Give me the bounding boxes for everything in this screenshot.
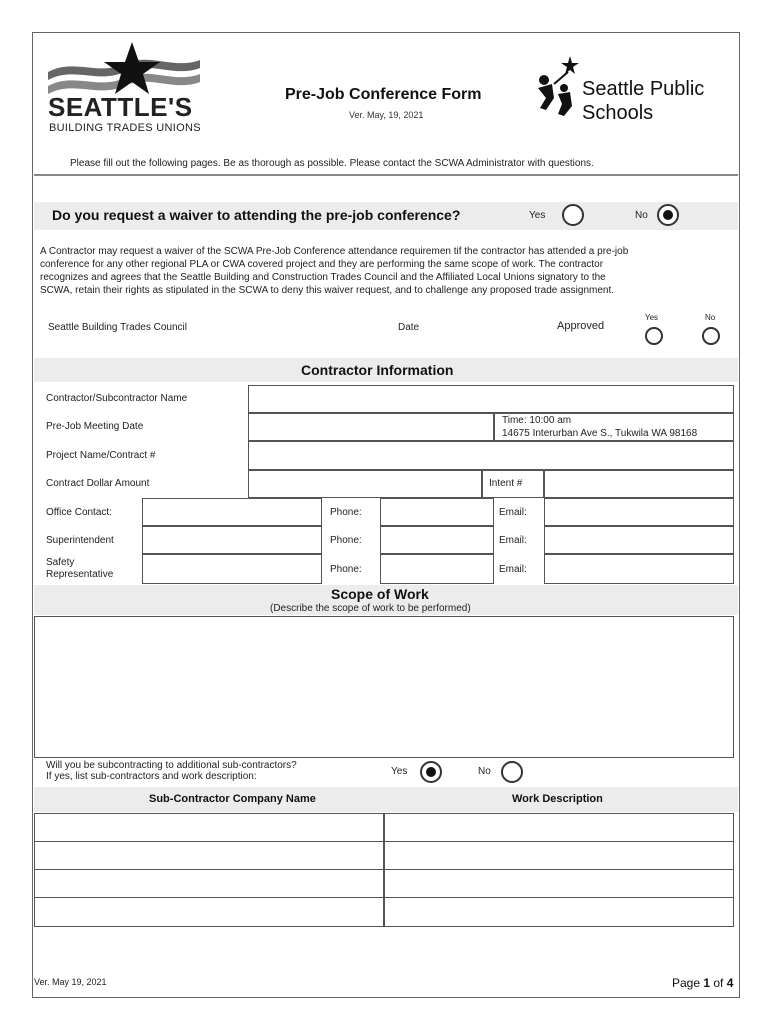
office-phone-field[interactable] [380,498,494,526]
contract-amount-label: Contract Dollar Amount [46,478,150,489]
scope-of-work-textarea[interactable] [34,616,734,758]
col-work-header: Work Description [512,793,603,805]
union-logo-graphic [44,40,204,100]
approved-yes-radio[interactable] [645,327,663,345]
superintendent-phone-field[interactable] [380,526,494,554]
safety-phone-label: Phone: [330,564,362,575]
col-company-header: Sub-Contractor Company Name [149,793,316,805]
scope-title: Scope of Work [331,586,429,602]
waiver-no-label: No [635,210,648,221]
safety-rep-field[interactable] [142,554,322,584]
waiver-paragraph-line: A Contractor may request a waiver of the SCWA Pre-Job Conference attendance requiremen tif the contractor has attended a pre-job [40,246,629,257]
page-current: 1 [703,976,711,990]
subcontractor-table-header [34,787,738,812]
page-of: of [710,976,727,990]
subcontractor-work-cell[interactable] [384,869,734,898]
meeting-date-label: Pre-Job Meeting Date [46,421,144,432]
subcontracting-no-label: No [478,766,491,777]
safety-phone-field[interactable] [380,554,494,584]
subcontracting-question: Will you be subcontracting to additional sub-contractors? [46,760,297,771]
office-phone-label: Phone: [330,507,362,518]
page-title: Pre-Job Conference Form [285,86,482,103]
council-date-label: Date [398,322,420,333]
waiver-question: Do you request a waiver to attending the pre-job conference? [52,207,461,223]
safety-rep-label: Safety Representative [46,557,114,580]
office-email-field[interactable] [544,498,734,526]
header-divider [34,174,738,176]
waiver-paragraph-line: recognizes and agrees that the Seattle Building and Construction Trades Council and the Affiliated Local Unions signatory to the [40,272,606,283]
project-name-label: Project Name/Contract # [46,450,156,461]
meeting-date-field[interactable] [248,413,494,441]
waiver-paragraph-line: conference for any other regional PLA or CWA covered project and they are performing the same scope of work. The contractor [40,259,604,270]
subcontractor-work-cell[interactable] [384,897,734,927]
page-prefix: Page [672,976,704,990]
subcontractor-work-cell[interactable] [384,841,734,870]
waiver-no-radio[interactable] [657,204,679,226]
office-contact-label: Office Contact: [46,507,112,518]
waiver-yes-radio[interactable] [562,204,584,226]
subcontracting-instructions: If yes, list sub-contractors and work description: [46,771,257,782]
safety-email-field[interactable] [544,554,734,584]
intent-label: Intent # [489,478,523,489]
approved-yes-label: Yes [645,313,659,322]
superintendent-field[interactable] [142,526,322,554]
approved-no-label: No [705,313,716,322]
sps-logo-schools: Schools [582,102,654,124]
safety-email-label: Email: [499,564,527,575]
subcontracting-no-radio[interactable] [501,761,523,783]
subcontractor-company-cell[interactable] [34,813,384,842]
sps-logo-figures-icon [534,54,582,122]
waiver-paragraph-line: SCWA, retain their rights as stipulated in the SCWA to deny this waiver request, and to challenge any proposed trade assignment. [40,285,615,296]
superintendent-email-field[interactable] [544,526,734,554]
subcontracting-yes-radio[interactable] [420,761,442,783]
instructions-text: Please fill out the following pages. Be as thorough as possible. Please contact the SCWA Administrator with questions. [70,158,594,169]
page-number [672,976,733,990]
council-signature-label: Seattle Building Trades Council [48,322,187,333]
meeting-time-text: Time: 10:00 am [502,415,572,426]
project-name-field[interactable] [248,441,734,470]
approved-no-radio[interactable] [702,327,720,345]
contractor-section-title: Contractor Information [301,362,454,378]
footer-version: Ver. May 19, 2021 [34,977,107,987]
subcontractor-company-cell[interactable] [34,869,384,898]
meeting-address-text: 14675 Interurban Ave S., Tukwila WA 98168 [502,428,698,439]
superintendent-email-label: Email: [499,535,527,546]
contract-amount-field[interactable] [248,470,482,498]
subcontractor-company-cell[interactable] [34,897,384,927]
office-email-label: Email: [499,507,527,518]
approved-label: Approved [557,320,605,332]
union-logo-subtitle: BUILDING TRADES UNIONS [49,122,201,134]
contractor-name-field[interactable] [248,385,734,413]
superintendent-label: Superintendent [46,535,114,546]
contractor-name-label: Contractor/Subcontractor Name [46,393,188,404]
subcontractor-company-cell[interactable] [34,841,384,870]
superintendent-phone-label: Phone: [330,535,362,546]
intent-number-field[interactable] [544,470,734,498]
scope-subtitle: (Describe the scope of work to be performed) [270,603,471,614]
waiver-yes-label: Yes [529,210,546,221]
subcontractor-work-cell[interactable] [384,813,734,842]
subcontracting-yes-label: Yes [391,766,408,777]
union-logo-name: SEATTLE'S [48,92,193,122]
office-contact-field[interactable] [142,498,322,526]
version-label: Ver. May, 19, 2021 [349,110,424,120]
sps-logo-name: Seattle Public [582,78,705,100]
page-total: 4 [726,976,734,990]
